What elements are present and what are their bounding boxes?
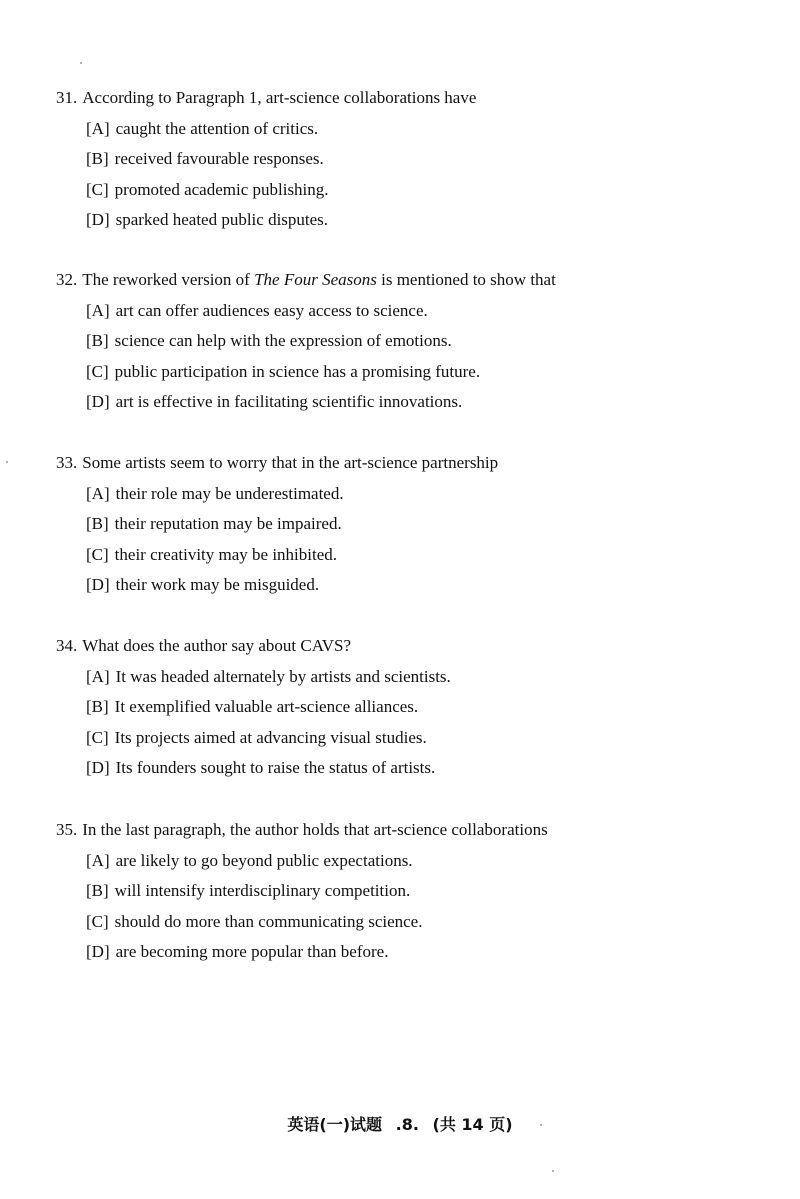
- option-c: [56, 912, 756, 943]
- option-letter: [A]: [86, 850, 110, 870]
- scan-speck: [6, 461, 8, 463]
- question-text: What does the author say about CAVS?: [82, 636, 352, 655]
- question-text: The reworked version of: [82, 270, 255, 289]
- option-c: [56, 180, 756, 211]
- option-c: [56, 362, 756, 393]
- question-text: According to Paragraph 1, art-science collaborations have: [82, 88, 477, 107]
- question-stem: [56, 820, 756, 851]
- option-letter: [D]: [86, 575, 110, 594]
- work-title: The Four Seasons: [254, 270, 377, 289]
- option-b: [56, 331, 756, 362]
- question-text-end: is mentioned to show that: [376, 270, 556, 289]
- option-text: are becoming more popular than before.: [115, 942, 389, 961]
- option-text: art can offer audiences easy access to science.: [115, 300, 428, 320]
- option-letter: [B]: [86, 697, 109, 716]
- option-letter: [C]: [86, 544, 109, 564]
- option-b: [56, 149, 756, 180]
- question-number: 33.: [56, 453, 78, 472]
- option-text: are likely to go beyond public expectations.: [115, 850, 413, 870]
- option-d: [56, 758, 756, 789]
- option-letter: [B]: [86, 514, 109, 533]
- option-a: [56, 667, 756, 698]
- option-text: their reputation may be impaired.: [114, 514, 342, 533]
- scan-speck: [80, 62, 82, 64]
- option-text: It exemplified valuable art-science alliances.: [114, 697, 419, 716]
- option-d: [56, 210, 756, 241]
- question-number: 31.: [56, 88, 78, 107]
- question-34: [56, 636, 756, 789]
- option-text: Its founders sought to raise the status of artists.: [115, 758, 436, 777]
- option-a: [56, 851, 756, 882]
- option-c: [56, 545, 756, 576]
- question-31: [56, 88, 756, 241]
- option-text: their role may be underestimated.: [115, 483, 344, 503]
- option-text: their work may be misguided.: [115, 575, 320, 594]
- option-letter: [C]: [86, 179, 109, 199]
- option-text: caught the attention of critics.: [115, 118, 319, 138]
- option-d: [56, 392, 756, 423]
- option-a: [56, 484, 756, 515]
- option-text: will intensify interdisciplinary competition.: [114, 881, 411, 900]
- option-letter: [B]: [86, 881, 109, 900]
- option-text: Its projects aimed at advancing visual studies.: [114, 727, 427, 747]
- question-stem: [56, 88, 756, 119]
- option-letter: [A]: [86, 118, 110, 138]
- option-letter: [D]: [86, 758, 110, 777]
- scan-speck: [540, 1124, 542, 1126]
- option-b: [56, 514, 756, 545]
- option-letter: [B]: [86, 331, 109, 350]
- option-letter: [A]: [86, 483, 110, 503]
- option-text: promoted academic publishing.: [114, 179, 329, 199]
- option-text: public participation in science has a promising future.: [114, 361, 481, 381]
- option-b: [56, 697, 756, 728]
- option-letter: [B]: [86, 149, 109, 168]
- option-text: science can help with the expression of emotions.: [114, 331, 452, 350]
- option-text: should do more than communicating science.: [114, 911, 423, 931]
- question-stem: [56, 453, 756, 484]
- option-c: [56, 728, 756, 759]
- option-a: [56, 119, 756, 150]
- option-a: [56, 301, 756, 332]
- option-text: art is effective in facilitating scientific innovations.: [115, 392, 463, 411]
- footer-total-pages: (共 14 页): [432, 1115, 513, 1134]
- scan-speck: [552, 1170, 554, 1172]
- option-letter: [D]: [86, 942, 110, 961]
- question-32: [56, 270, 756, 423]
- question-stem: [56, 636, 756, 667]
- option-b: [56, 881, 756, 912]
- question-stem: [56, 270, 756, 301]
- question-text: In the last paragraph, the author holds that art-science collaborations: [82, 820, 548, 839]
- option-letter: [C]: [86, 911, 109, 931]
- question-text: Some artists seem to worry that in the art-science partnership: [82, 453, 499, 472]
- option-letter: [A]: [86, 300, 110, 320]
- footer-page-number: .8.: [395, 1115, 419, 1134]
- option-text: their creativity may be inhibited.: [114, 544, 338, 564]
- footer-subject: 英语(一)试题: [287, 1115, 383, 1134]
- page-footer: [0, 1112, 800, 1135]
- option-letter: [A]: [86, 666, 110, 686]
- option-text: It was headed alternately by artists and scientists.: [115, 666, 451, 686]
- option-letter: [C]: [86, 727, 109, 747]
- question-number: 34.: [56, 636, 78, 655]
- option-d: [56, 942, 756, 973]
- option-letter: [D]: [86, 210, 110, 229]
- option-text: sparked heated public disputes.: [115, 210, 329, 229]
- option-d: [56, 575, 756, 606]
- question-35: [56, 820, 756, 973]
- option-letter: [D]: [86, 392, 110, 411]
- question-number: 32.: [56, 270, 78, 289]
- question-number: 35.: [56, 820, 78, 839]
- option-letter: [C]: [86, 361, 109, 381]
- option-text: received favourable responses.: [114, 149, 324, 168]
- question-33: [56, 453, 756, 606]
